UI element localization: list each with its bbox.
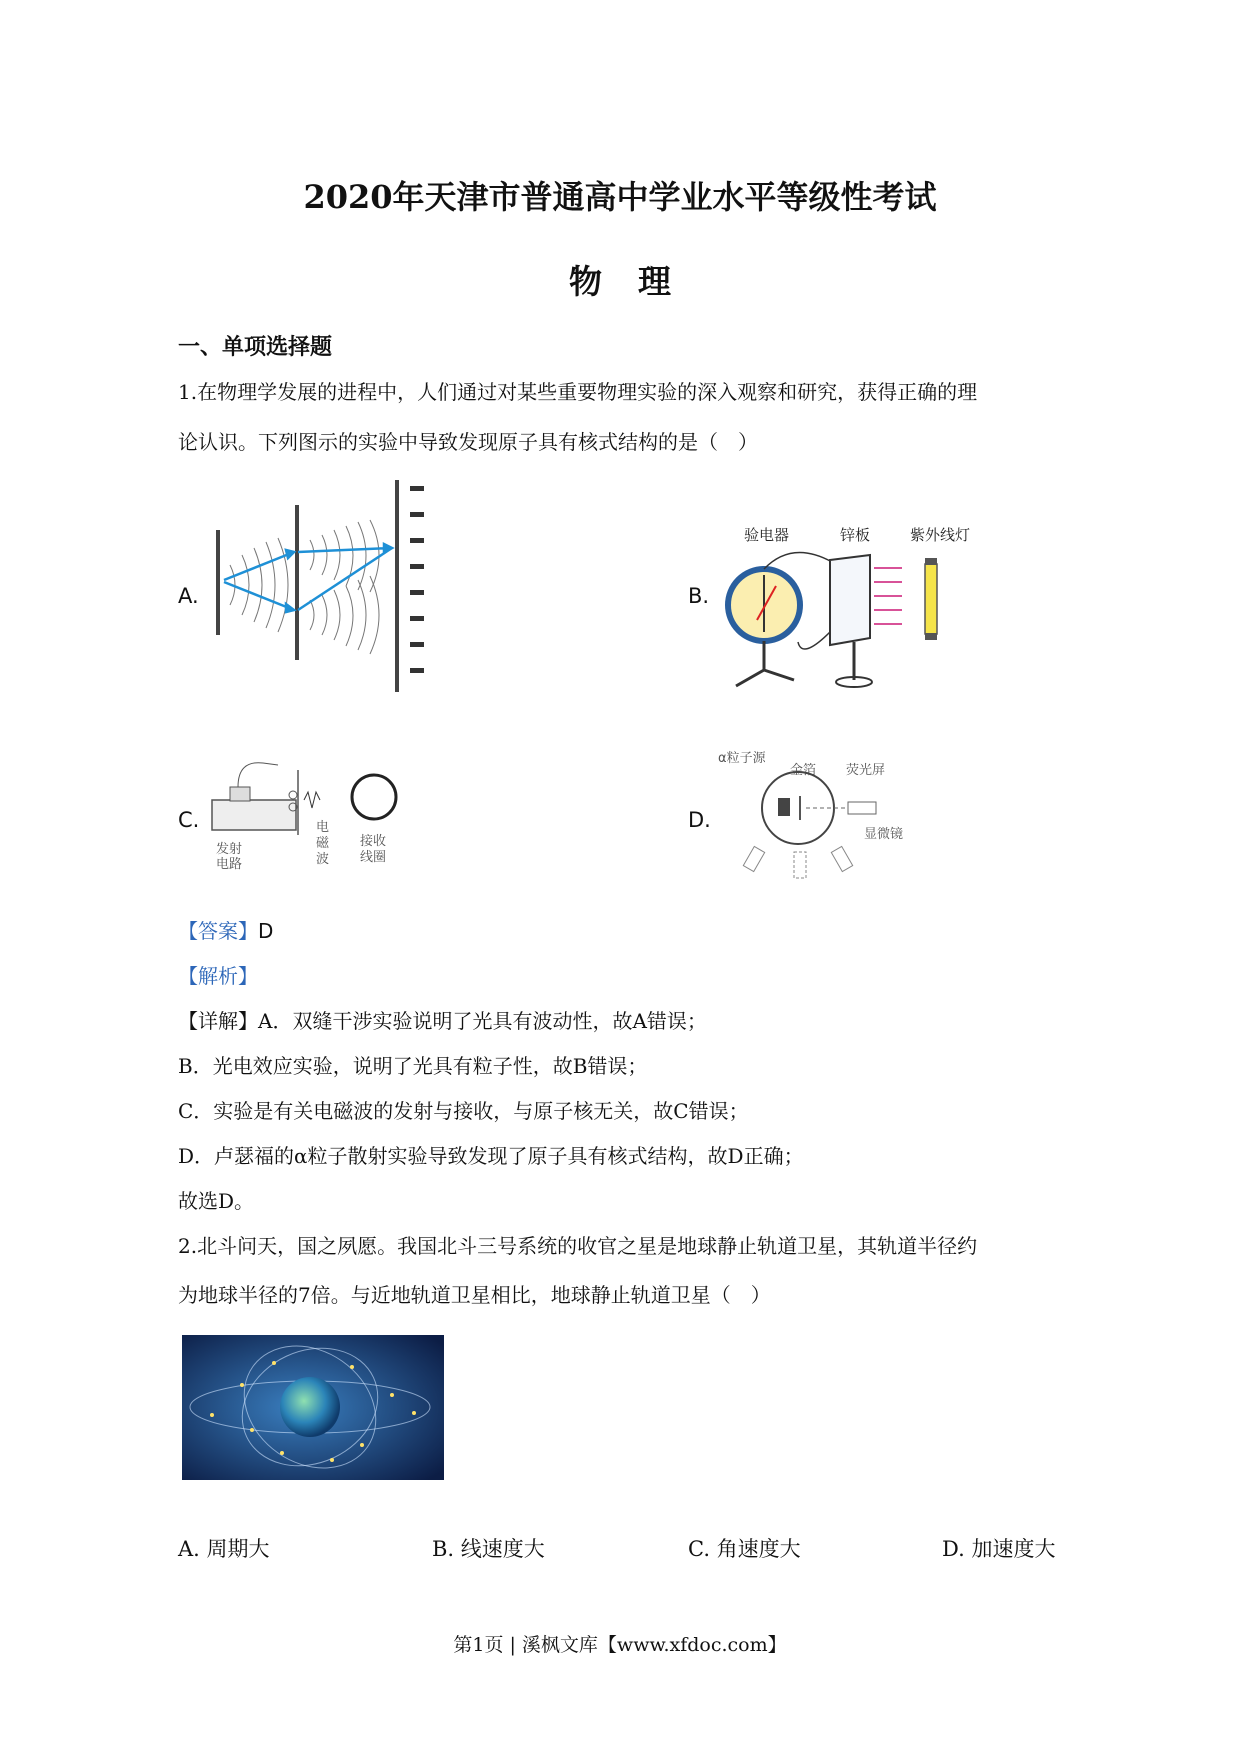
wave-label-3: 波: [316, 852, 330, 867]
q2-choice-c: C. 角速度大: [688, 1537, 801, 1561]
q1-option-c-label: C.: [178, 808, 200, 832]
exam-title: 2020年天津市普通高中学业水平等级性考试: [303, 178, 937, 216]
beidou-image: [182, 1335, 444, 1480]
em-wave-figure: [208, 755, 418, 877]
detail-a: A．双缝干涉实验说明了光具有波动性，故A错误；: [258, 1009, 707, 1033]
wave-label-1: 电: [316, 820, 330, 835]
detail-d: D．卢瑟福的α粒子散射实验导致发现了原子具有核式结构，故D正确；: [178, 1144, 804, 1168]
microscope-label: 显微镜: [864, 827, 904, 842]
answer-tag: 【答案】: [178, 919, 258, 943]
rutherford-figure: [718, 748, 918, 888]
answer-line: [178, 906, 1078, 956]
detail-c: C．实验是有关电磁波的发射与接收，与原子核无关，故C错误；: [178, 1099, 749, 1123]
q1-option-d-label: D.: [688, 808, 711, 832]
receive-label-2: 线圈: [360, 850, 387, 865]
gold-foil-label: 金箔: [790, 763, 817, 778]
q2-choice-d: D. 加速度大: [942, 1537, 1056, 1561]
subject-title: 物理: [569, 262, 707, 301]
detail-line-a: [178, 996, 1078, 1046]
transmit-label-2: 电路: [216, 857, 243, 872]
receive-label-1: 接收: [360, 834, 387, 849]
electroscope-label: 验电器: [744, 526, 790, 544]
q1-option-a-label: A.: [178, 584, 199, 608]
page-footer: 第1页 | 溪枫文库【www.xfdoc.com】: [453, 1634, 787, 1656]
answer-value: D: [258, 919, 274, 943]
q2-text-line1: 2.北斗问天，国之夙愿。我国北斗三号系统的收官之星是地球静止轨道卫星，其轨道半径约: [178, 1234, 978, 1258]
detail-b: B．光电效应实验，说明了光具有粒子性，故B错误；: [178, 1054, 648, 1078]
uv-lamp-label: 紫外线灯: [910, 526, 971, 544]
section-heading: 一、单项选择题: [178, 334, 333, 360]
q2-choice-b: B. 线速度大: [432, 1537, 545, 1561]
photoelectric-figure: [722, 520, 982, 695]
conclusion: 故选D。: [178, 1189, 255, 1213]
q1-text-line1: 1.在物理学发展的进程中，人们通过对某些重要物理实验的深入观察和研究，获得正确的理: [178, 380, 978, 404]
q1-text-line2: 论认识。下列图示的实验中导致发现原子具有核式结构的是（ ）: [178, 430, 758, 454]
alpha-source-label: α粒子源: [718, 751, 766, 766]
detail-tag: 【详解】: [178, 1009, 258, 1033]
q2-text-line2: 为地球半径的7倍。与近地轨道卫星相比，地球静止轨道卫星（ ）: [178, 1283, 771, 1307]
zinc-plate-label: 锌板: [840, 526, 871, 544]
analysis-tag: 【解析】: [178, 964, 258, 988]
wave-label-2: 磁: [316, 836, 330, 851]
screen-label: 荧光屏: [846, 763, 886, 778]
double-slit-figure: [210, 480, 440, 692]
q1-option-b-label: B.: [688, 584, 710, 608]
transmit-label-1: 发射: [216, 842, 243, 857]
q2-choice-a: A. 周期大: [178, 1537, 270, 1561]
